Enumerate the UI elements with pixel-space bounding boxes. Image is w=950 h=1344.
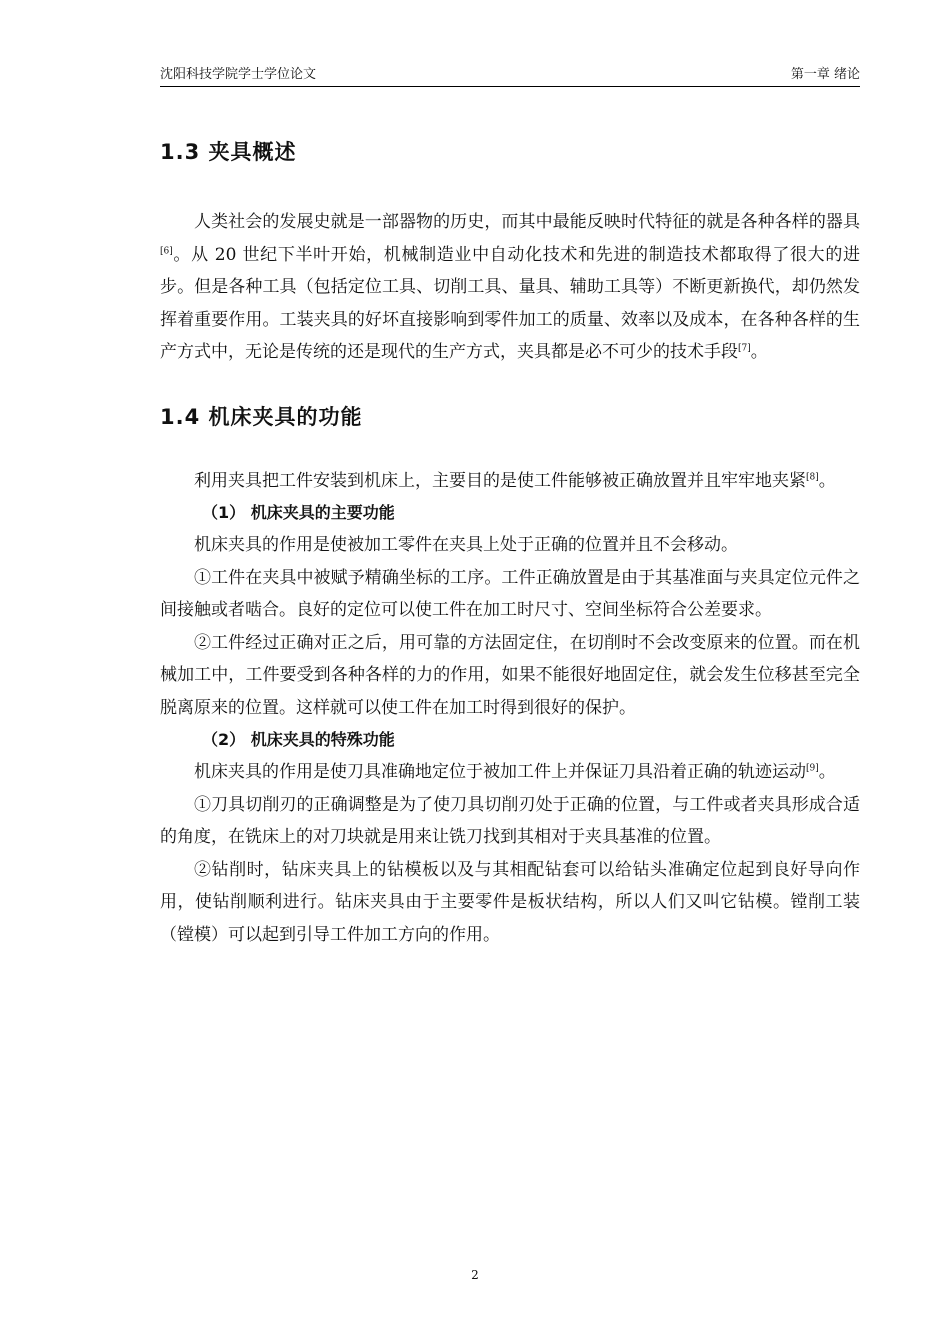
citation-ref: [6] [160,245,173,256]
paragraph-main-function-1: ①工件在夹具中被赋予精确坐标的工序。工件正确放置是由于其基准面与夹具定位元件之间接触或者啮合。良好的定位可以使工件在加工时尺寸、空间坐标符合公差要求。 [160,567,860,620]
subheading-main-functions: （1） 机床夹具的主要功能 [202,503,395,522]
paragraph-special-function-1: ①刀具切削刃的正确调整是为了使刀具切削刃处于正确的位置，与工件或者夹具形成合适的角度，在铣床上的对刀块就是用来让铣刀找到其相对于夹具基准的位置。 [160,794,860,847]
page-header [160,66,860,87]
paragraph-special-function-intro [160,756,860,789]
paragraph-fixture-purpose [160,465,860,498]
header-chapter-title: 第一章 绪论 [790,67,860,82]
text-run: 。 [818,762,836,782]
paragraph-special-function-2: ②钻削时，钻床夹具上的钻模板以及与其相配钻套可以给钻头准确定位起到良好导向作用，使钻削顺利进行。钻床夹具由于主要零件是板状结构，所以人们又叫它钻模。镗削工装（镗模）可以起到引导工件加工方向的作用。 [160,859,860,945]
page-number: 2 [471,1268,479,1282]
paragraph-fixture-overview [160,206,860,369]
page-body [160,136,860,951]
text-run: 。 [750,342,768,362]
citation-ref: [8] [806,471,819,482]
subheading-special-functions: （2） 机床夹具的特殊功能 [202,730,395,749]
text-run: 利用夹具把工件安装到机床上，主要目的是使工件能够被正确放置并且牢牢地夹紧 [194,470,806,491]
text-run: 人类社会的发展史就是一部器物的历史，而其中最能反映时代特征的就是各种各样的器具 [194,212,860,232]
citation-ref: [7] [738,343,751,354]
citation-ref: [9] [806,763,819,774]
text-run: 机床夹具的作用是使刀具准确地定位于被加工件上并保证刀具沿着正确的轨迹运动 [194,762,806,782]
section-heading-1-4: 1.4 机床夹具的功能 [160,404,363,429]
section-heading-1-3: 1.3 夹具概述 [160,140,297,164]
header-thesis-title: 沈阳科技学院学士学位论文 [160,67,317,82]
text-run: 。 [818,470,836,491]
paragraph-main-function-2: ②工件经过正确对正之后，用可靠的方法固定住，在切削时不会改变原来的位置。而在机械加工中，工件要受到各种各样的力的作用，如果不能很好地固定住，就会发生位移甚至完全脱离原来的位置。这样就可以使工件在加工时得到很好的保护。 [160,632,860,718]
paragraph-main-function-intro: 机床夹具的作用是使被加工零件在夹具上处于正确的位置并且不会移动。 [194,535,738,555]
text-run: 。从 20 世纪下半叶开始，机械制造业中自动化技术和先进的制造技术都取得了很大的进步。但是各种工具（包括定位工具、切削工具、量具、辅助工具等）不断更新换代，却仍然发挥着重要作用。工装夹具的好坏直接影响到零件加工的质量、效率以及成本，在各种各样的生产方式中，无论是传统的还是现代的生产方式，夹具都是必不可少的技术手段 [160,244,860,362]
